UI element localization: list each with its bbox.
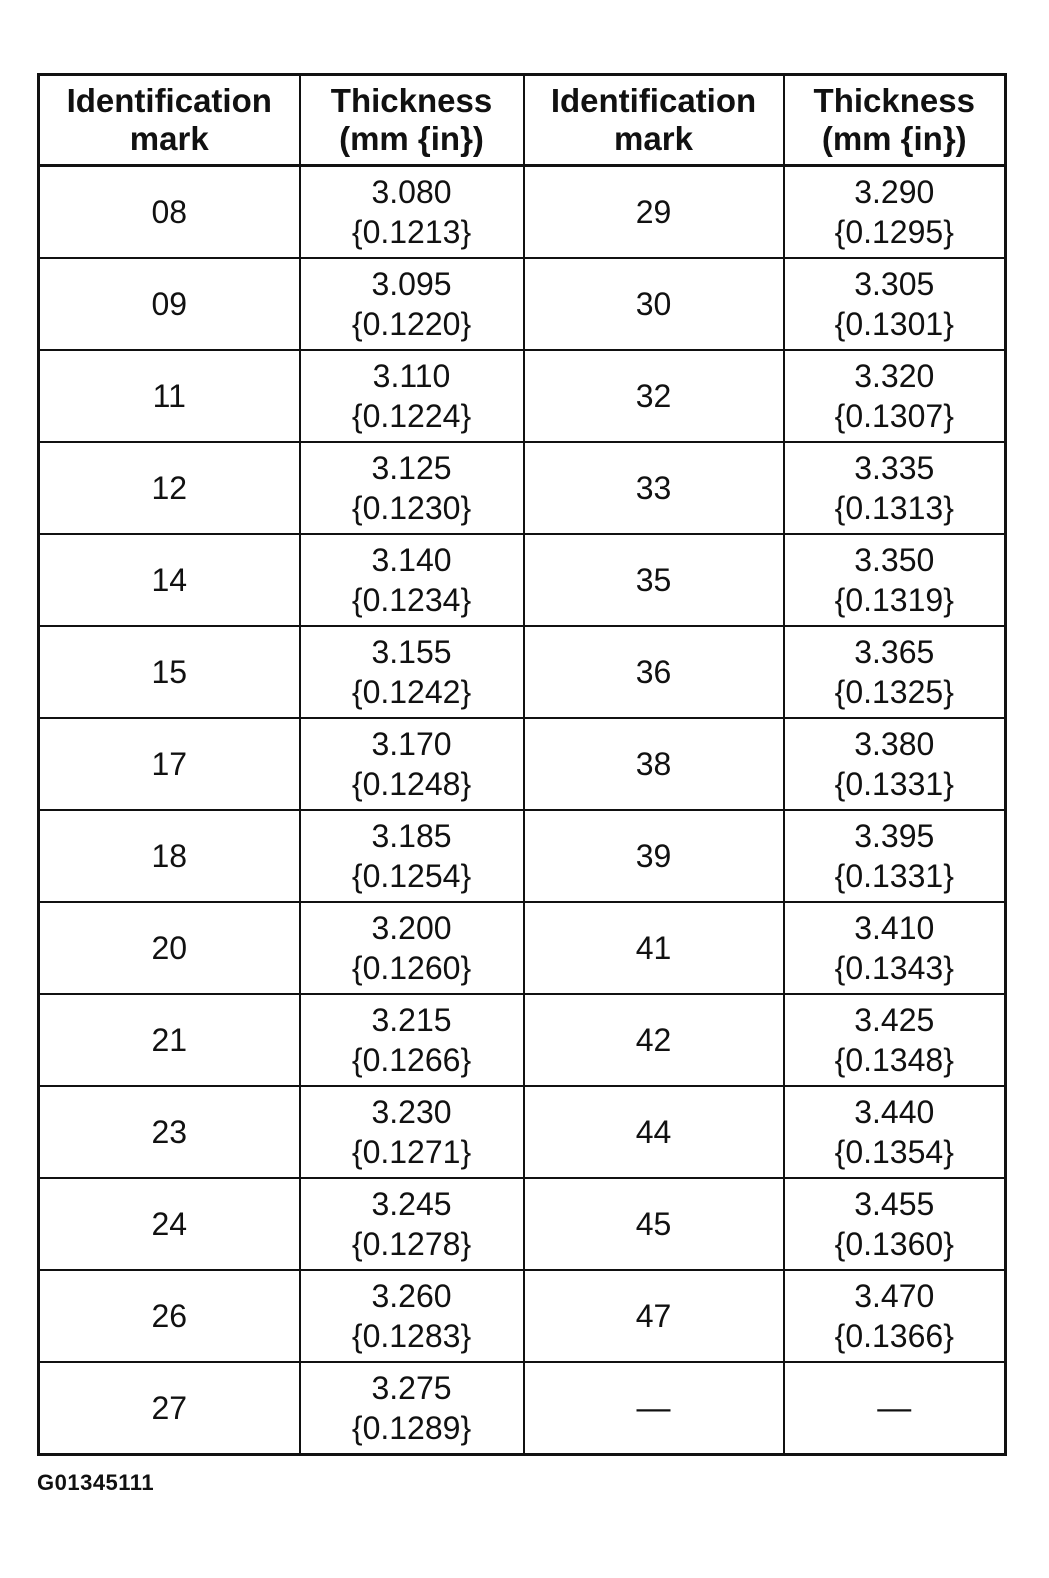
header-thickness-right bbox=[784, 75, 1006, 166]
thickness-mm: — bbox=[877, 1389, 912, 1427]
table-row bbox=[39, 1270, 1006, 1362]
thickness-cell bbox=[300, 718, 524, 810]
thickness-cell bbox=[784, 166, 1006, 259]
identification-mark-cell bbox=[524, 810, 784, 902]
identification-mark: 30 bbox=[635, 286, 672, 322]
thickness-mm: 3.230 bbox=[371, 1094, 452, 1130]
table-row bbox=[39, 1086, 1006, 1178]
thickness-in: {0.1260} bbox=[351, 950, 472, 986]
table-row bbox=[39, 1178, 1006, 1270]
identification-mark-cell bbox=[524, 258, 784, 350]
thickness-in: {0.1301} bbox=[834, 306, 954, 342]
thickness-cell bbox=[784, 258, 1006, 350]
thickness-mm: 3.125 bbox=[371, 450, 452, 486]
identification-mark-cell bbox=[39, 1270, 300, 1362]
table-row bbox=[39, 810, 1006, 902]
identification-mark-cell bbox=[39, 902, 300, 994]
table-row bbox=[39, 350, 1006, 442]
thickness-in: {0.1234} bbox=[351, 582, 472, 618]
thickness-cell bbox=[784, 810, 1006, 902]
thickness-mm: 3.395 bbox=[854, 818, 935, 854]
thickness-in: {0.1230} bbox=[351, 490, 472, 526]
thickness-cell bbox=[784, 534, 1006, 626]
thickness-mm: 3.290 bbox=[854, 174, 935, 210]
thickness-cell bbox=[784, 626, 1006, 718]
thickness-mm: 3.140 bbox=[371, 542, 452, 578]
identification-mark-cell bbox=[39, 1086, 300, 1178]
identification-mark-cell bbox=[524, 994, 784, 1086]
identification-mark: 14 bbox=[151, 562, 188, 598]
identification-mark: 24 bbox=[151, 1206, 188, 1242]
thickness-mm: 3.260 bbox=[371, 1278, 452, 1314]
thickness-in: {0.1307} bbox=[834, 398, 954, 434]
thickness-in: {0.1278} bbox=[351, 1226, 472, 1262]
identification-mark: 38 bbox=[635, 746, 672, 782]
thickness-mm: 3.440 bbox=[854, 1094, 935, 1130]
identification-mark-cell bbox=[524, 442, 784, 534]
identification-mark: 15 bbox=[151, 654, 188, 690]
thickness-in: {0.1213} bbox=[351, 214, 472, 250]
thickness-in: {0.1348} bbox=[834, 1042, 954, 1078]
thickness-mm: 3.350 bbox=[854, 542, 935, 578]
thickness-mm: 3.365 bbox=[854, 634, 935, 670]
header-line2: mark bbox=[129, 120, 209, 157]
identification-mark: 17 bbox=[151, 746, 188, 782]
header-line1: Identification bbox=[550, 82, 757, 119]
thickness-mm: 3.245 bbox=[371, 1186, 452, 1222]
header-identification-mark-left bbox=[39, 75, 300, 166]
identification-mark-cell bbox=[39, 442, 300, 534]
figure-id: G01345111 bbox=[37, 1470, 155, 1495]
identification-mark: 21 bbox=[151, 1022, 188, 1058]
identification-mark: 47 bbox=[635, 1298, 672, 1334]
thickness-in: {0.1283} bbox=[351, 1318, 472, 1354]
table-row bbox=[39, 902, 1006, 994]
identification-mark-cell bbox=[39, 258, 300, 350]
thickness-mm: 3.155 bbox=[371, 634, 452, 670]
thickness-cell bbox=[300, 350, 524, 442]
thickness-cell bbox=[300, 258, 524, 350]
thickness-cell bbox=[784, 1270, 1006, 1362]
thickness-in: {0.1331} bbox=[834, 766, 954, 802]
thickness-cell bbox=[300, 166, 524, 259]
identification-mark: 44 bbox=[635, 1114, 672, 1150]
identification-mark: 45 bbox=[635, 1206, 672, 1242]
identification-mark: 26 bbox=[151, 1298, 188, 1334]
thickness-mm: 3.185 bbox=[371, 818, 452, 854]
identification-mark-cell bbox=[524, 1362, 784, 1455]
identification-mark: — bbox=[636, 1389, 671, 1427]
thickness-cell bbox=[784, 442, 1006, 534]
identification-mark: 12 bbox=[151, 470, 188, 506]
thickness-cell bbox=[300, 1178, 524, 1270]
thickness-cell bbox=[784, 1178, 1006, 1270]
thickness-cell bbox=[784, 994, 1006, 1086]
thickness-mm: 3.275 bbox=[371, 1370, 452, 1406]
thickness-in: {0.1354} bbox=[834, 1134, 954, 1170]
identification-mark-cell bbox=[524, 534, 784, 626]
thickness-cell bbox=[300, 1270, 524, 1362]
table-body bbox=[39, 166, 1006, 1455]
header-line1: Identification bbox=[66, 82, 272, 119]
identification-mark-cell bbox=[39, 1362, 300, 1455]
table-row bbox=[39, 718, 1006, 810]
table-row bbox=[39, 626, 1006, 718]
thickness-in: {0.1224} bbox=[351, 398, 472, 434]
identification-mark: 35 bbox=[635, 562, 672, 598]
identification-mark: 11 bbox=[152, 378, 186, 414]
identification-mark-cell bbox=[39, 350, 300, 442]
identification-mark: 39 bbox=[635, 838, 672, 874]
thickness-in: {0.1220} bbox=[351, 306, 472, 342]
identification-mark: 32 bbox=[635, 378, 672, 414]
thickness-cell bbox=[784, 718, 1006, 810]
identification-mark-cell bbox=[39, 166, 300, 259]
identification-mark: 42 bbox=[635, 1022, 672, 1058]
header-thickness-left bbox=[300, 75, 524, 166]
thickness-cell bbox=[784, 1362, 1006, 1455]
thickness-mm: 3.320 bbox=[854, 358, 935, 394]
identification-mark-cell bbox=[39, 1178, 300, 1270]
thickness-mm: 3.095 bbox=[371, 266, 452, 302]
thickness-mm: 3.305 bbox=[854, 266, 935, 302]
identification-mark: 41 bbox=[635, 930, 672, 966]
thickness-in: {0.1271} bbox=[351, 1134, 472, 1170]
thickness-mm: 3.170 bbox=[371, 726, 452, 762]
thickness-cell bbox=[300, 1362, 524, 1455]
thickness-in: {0.1360} bbox=[834, 1226, 954, 1262]
identification-mark: 33 bbox=[635, 470, 672, 506]
header-line2: (mm {in}) bbox=[339, 120, 484, 157]
header-identification-mark-right bbox=[524, 75, 784, 166]
identification-mark-cell bbox=[39, 994, 300, 1086]
thickness-cell bbox=[300, 810, 524, 902]
thickness-in: {0.1254} bbox=[351, 858, 472, 894]
header-row bbox=[39, 75, 1006, 166]
identification-mark-cell bbox=[524, 902, 784, 994]
thickness-mm: 3.470 bbox=[854, 1278, 935, 1314]
table-row bbox=[39, 994, 1006, 1086]
identification-mark: 20 bbox=[151, 930, 188, 966]
thickness-mm: 3.380 bbox=[854, 726, 935, 762]
thickness-cell bbox=[784, 1086, 1006, 1178]
thickness-in: {0.1289} bbox=[351, 1410, 472, 1446]
identification-mark: 27 bbox=[151, 1390, 188, 1426]
identification-mark-cell bbox=[524, 350, 784, 442]
thickness-mm: 3.215 bbox=[371, 1002, 452, 1038]
identification-mark-cell bbox=[39, 534, 300, 626]
thickness-cell bbox=[300, 442, 524, 534]
table-row bbox=[39, 258, 1006, 350]
identification-mark-cell bbox=[524, 166, 784, 259]
thickness-cell bbox=[300, 994, 524, 1086]
thickness-mm: 3.410 bbox=[854, 910, 935, 946]
thickness-cell bbox=[300, 534, 524, 626]
thickness-in: {0.1266} bbox=[351, 1042, 472, 1078]
thickness-in: {0.1325} bbox=[834, 674, 954, 710]
thickness-cell bbox=[300, 626, 524, 718]
shim-thickness-table bbox=[37, 73, 1007, 1456]
header-line1: Thickness bbox=[330, 82, 493, 119]
thickness-cell bbox=[300, 1086, 524, 1178]
header-line1: Thickness bbox=[813, 82, 975, 119]
identification-mark: 09 bbox=[151, 286, 188, 322]
identification-mark: 08 bbox=[151, 194, 188, 230]
identification-mark-cell bbox=[524, 1086, 784, 1178]
thickness-mm: 3.455 bbox=[854, 1186, 935, 1222]
thickness-in: {0.1313} bbox=[834, 490, 954, 526]
header-line2: (mm {in}) bbox=[821, 120, 967, 157]
thickness-in: {0.1319} bbox=[834, 582, 954, 618]
table-row bbox=[39, 534, 1006, 626]
identification-mark-cell bbox=[39, 718, 300, 810]
thickness-in: {0.1242} bbox=[351, 674, 472, 710]
identification-mark-cell bbox=[524, 718, 784, 810]
thickness-mm: 3.200 bbox=[371, 910, 452, 946]
identification-mark: 29 bbox=[635, 194, 672, 230]
header-line2: mark bbox=[614, 120, 693, 157]
thickness-mm: 3.425 bbox=[854, 1002, 935, 1038]
identification-mark-cell bbox=[39, 626, 300, 718]
identification-mark-cell bbox=[524, 1270, 784, 1362]
identification-mark: 18 bbox=[151, 838, 188, 874]
table-row bbox=[39, 442, 1006, 534]
table-row bbox=[39, 166, 1006, 259]
identification-mark-cell bbox=[39, 810, 300, 902]
thickness-mm: 3.110 bbox=[372, 358, 451, 394]
identification-mark: 36 bbox=[635, 654, 672, 690]
thickness-in: {0.1331} bbox=[834, 858, 954, 894]
thickness-mm: 3.335 bbox=[854, 450, 935, 486]
thickness-in: {0.1248} bbox=[351, 766, 472, 802]
thickness-in: {0.1366} bbox=[834, 1318, 954, 1354]
identification-mark-cell bbox=[524, 626, 784, 718]
identification-mark-cell bbox=[524, 1178, 784, 1270]
thickness-in: {0.1343} bbox=[834, 950, 954, 986]
thickness-cell bbox=[784, 350, 1006, 442]
table-row bbox=[39, 1362, 1006, 1455]
thickness-cell bbox=[300, 902, 524, 994]
identification-mark: 23 bbox=[151, 1114, 188, 1150]
thickness-cell bbox=[784, 902, 1006, 994]
thickness-mm: 3.080 bbox=[371, 174, 452, 210]
thickness-in: {0.1295} bbox=[834, 214, 954, 250]
